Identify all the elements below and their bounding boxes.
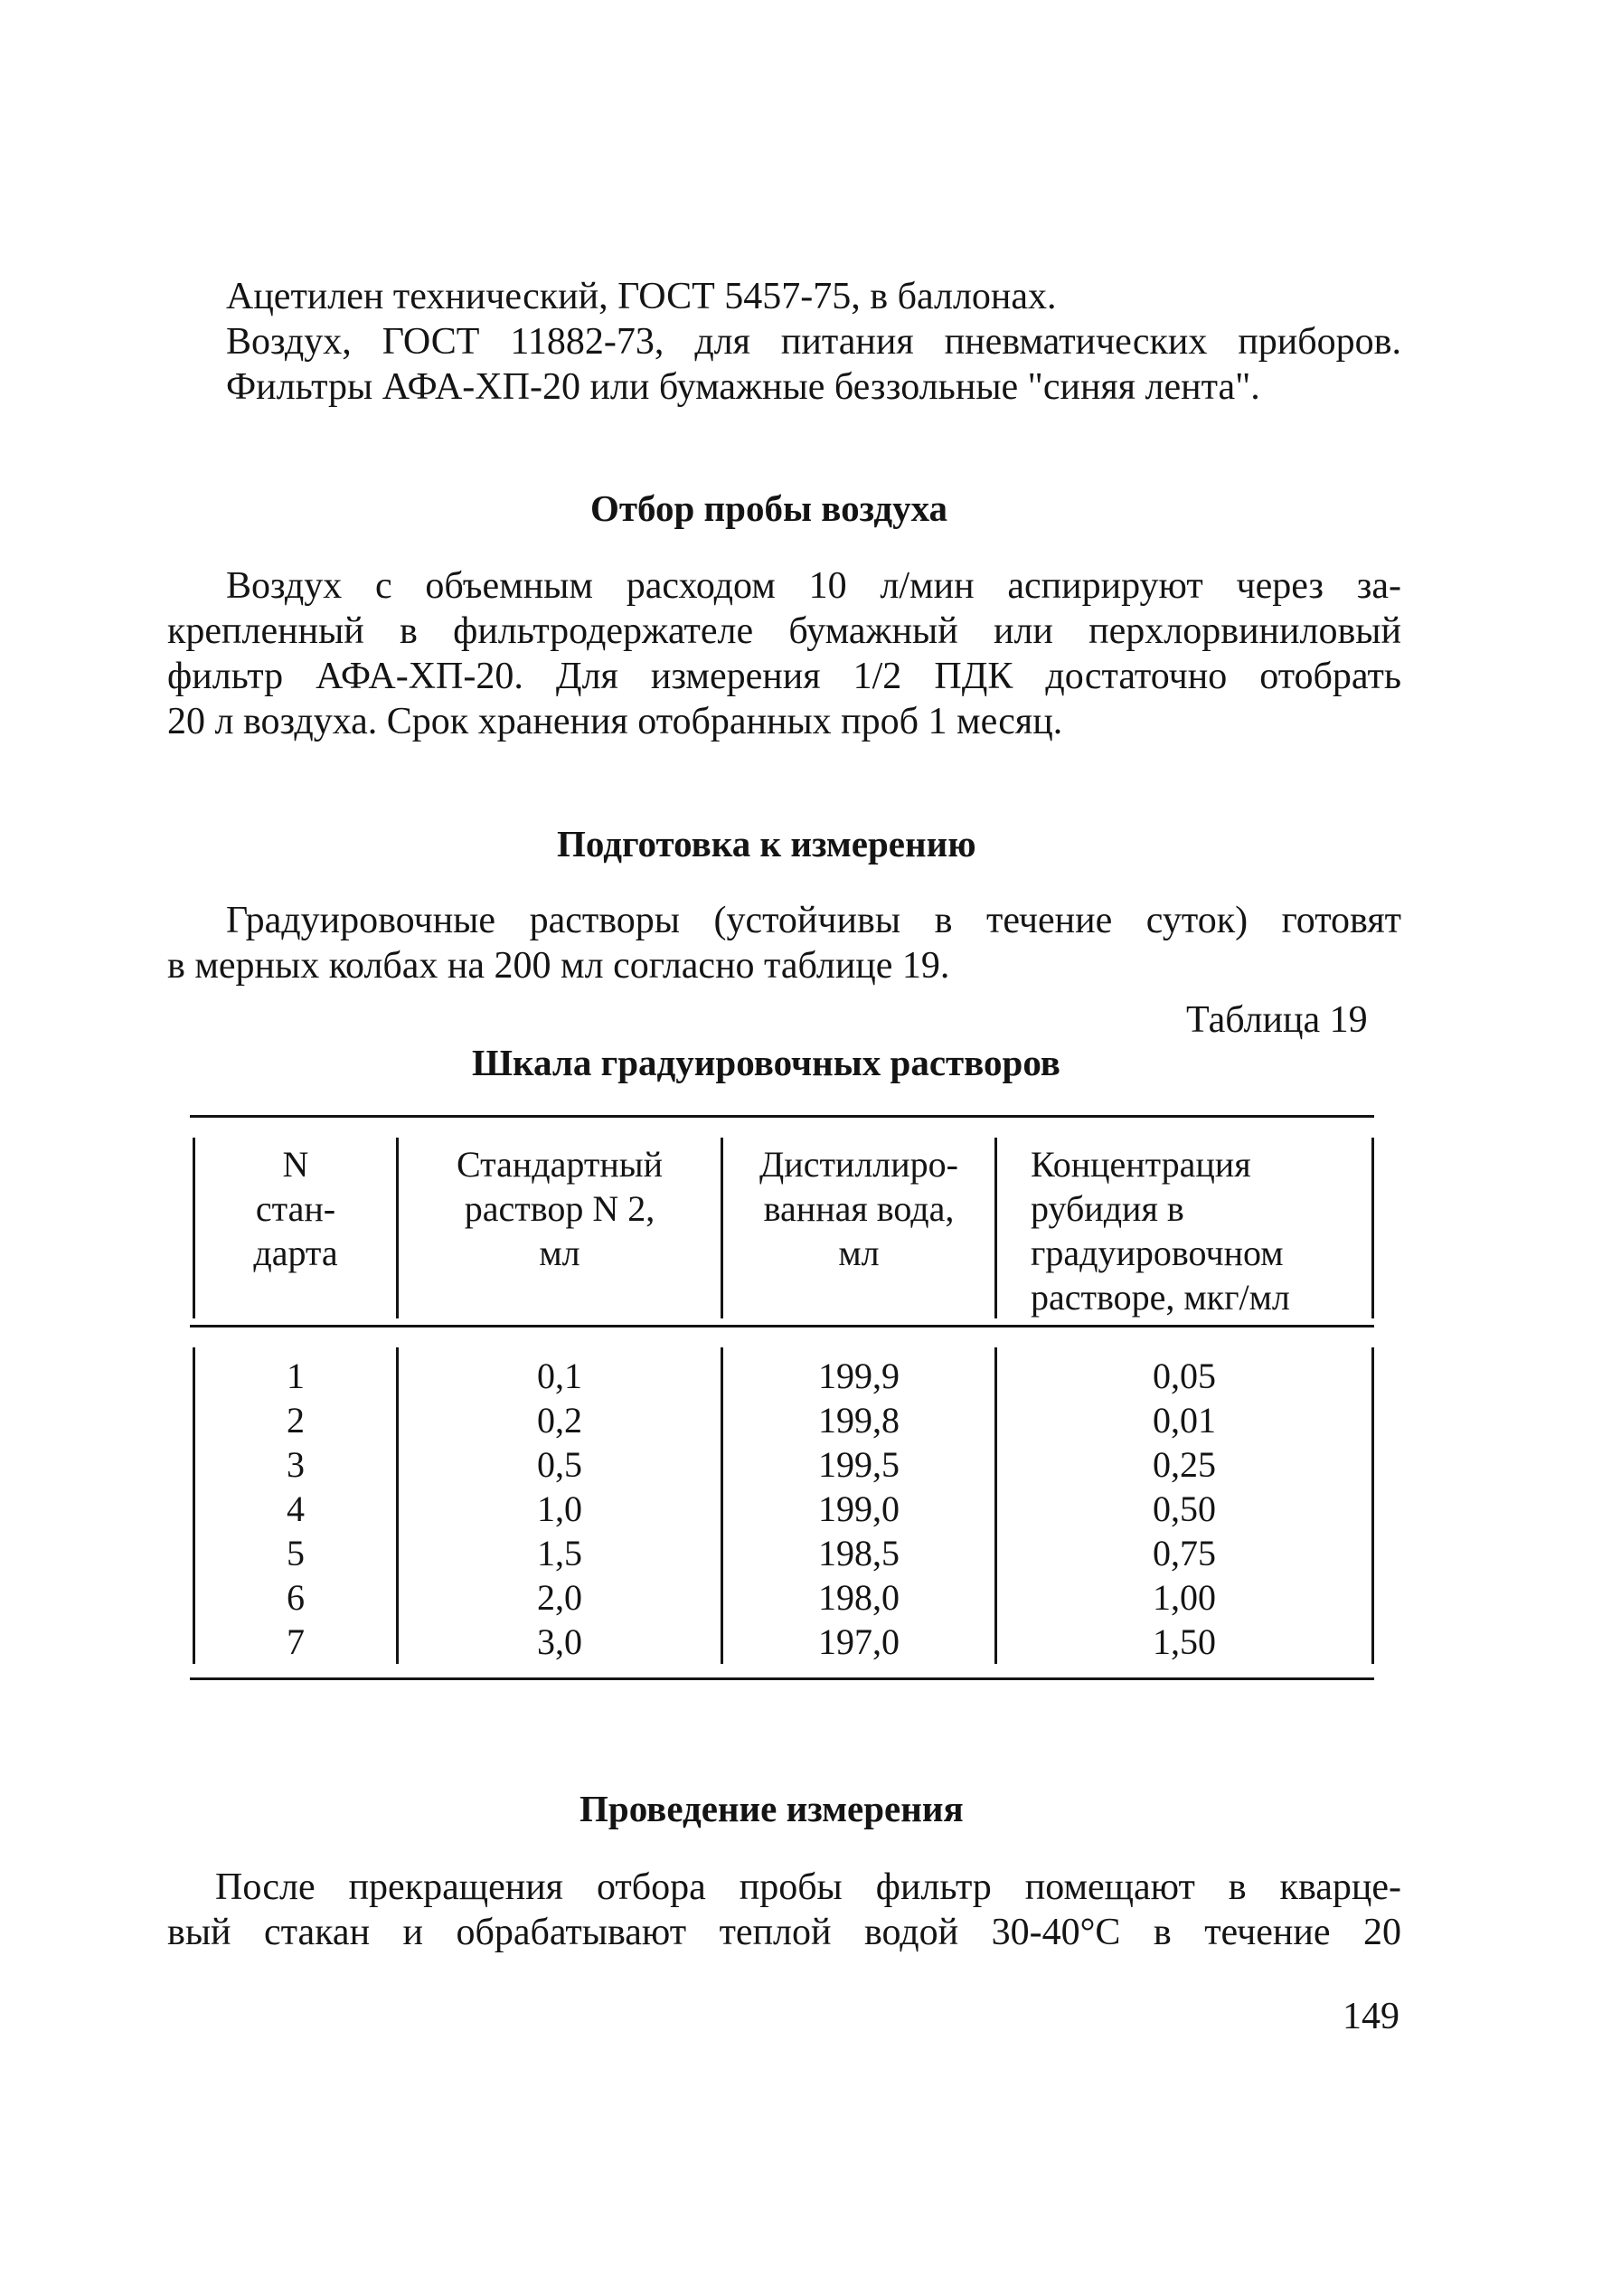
- table-cell-standard-solution: 2,0: [537, 1577, 582, 1618]
- table-top-rule: [190, 1115, 1374, 1118]
- table-cell-concentration: 0,05: [1153, 1356, 1216, 1396]
- table-cell-standard-solution: 0,5: [537, 1444, 582, 1485]
- table-header-text: N: [282, 1144, 309, 1185]
- intro-line-2: Воздух, ГОСТ 11882-73, для питания пневматических приборов.: [226, 321, 1401, 363]
- table-cell-concentration: 0,75: [1153, 1533, 1216, 1573]
- table-cell-concentration: 0,01: [1153, 1400, 1216, 1441]
- table-header-text: мл: [539, 1233, 580, 1273]
- table-cell-standard-number: 5: [287, 1533, 305, 1573]
- preparation-line-2: в мерных колбах на 200 мл согласно таблице 19.: [167, 945, 950, 987]
- table-bottom-rule: [190, 1677, 1374, 1680]
- table-cell-distilled-water: 199,8: [818, 1400, 900, 1441]
- table-header-text: Дистиллиро-: [759, 1144, 958, 1185]
- table-cell-standard-solution: 0,2: [537, 1400, 582, 1441]
- table-title: Шкала градуировочных растворов: [472, 1042, 1060, 1083]
- table-cell-distilled-water: 199,9: [818, 1356, 900, 1396]
- table-cell-concentration: 0,50: [1153, 1488, 1216, 1529]
- heading-preparation: Подготовка к измерению: [557, 823, 976, 865]
- preparation-line-1: Градуировочные растворы (устойчивы в течение суток) готовят: [226, 900, 1401, 941]
- table-cell-standard-number: 2: [287, 1400, 305, 1441]
- table-header-text: раствор N 2,: [464, 1188, 655, 1229]
- table-header-text: ванная вода,: [763, 1188, 955, 1229]
- heading-measurement: Проведение измерения: [580, 1788, 964, 1829]
- table-cell-distilled-water: 199,0: [818, 1488, 900, 1529]
- table-cell-distilled-water: 197,0: [818, 1621, 900, 1662]
- table-cell-standard-number: 6: [287, 1577, 305, 1618]
- table-cell-distilled-water: 199,5: [818, 1444, 900, 1485]
- table-cell-standard-number: 1: [287, 1356, 305, 1396]
- table-cell-standard-solution: 1,0: [537, 1488, 582, 1529]
- air-sampling-line-4: 20 л воздуха. Срок хранения отобранных проб 1 месяц.: [167, 701, 1063, 742]
- table-header-text: мл: [838, 1233, 880, 1273]
- table-cell-standard-solution: 1,5: [537, 1533, 582, 1573]
- intro-line-3: Фильтры АФА-ХП-20 или бумажные беззольные "синяя лента".: [226, 366, 1260, 408]
- table-header-text: рубидия в: [1031, 1188, 1184, 1229]
- table-header-text: дарта: [253, 1233, 338, 1273]
- air-sampling-line-1: Воздух с объемным расходом 10 л/мин аспирируют через за-: [226, 565, 1401, 607]
- measurement-line-1: После прекращения отбора пробы фильтр помещают в кварце-: [215, 1866, 1401, 1908]
- air-sampling-line-3: фильтр АФА-ХП-20. Для измерения 1/2 ПДК достаточно отобрать: [167, 656, 1401, 697]
- page-number: 149: [1343, 1996, 1399, 2037]
- table-label: Таблица 19: [1186, 999, 1368, 1041]
- intro-line-1: Ацетилен технический, ГОСТ 5457-75, в баллонах.: [226, 276, 1057, 317]
- table-cell-standard-solution: 0,1: [537, 1356, 582, 1396]
- table-cell-standard-number: 4: [287, 1488, 305, 1529]
- table-header-text: Стандартный: [456, 1144, 664, 1185]
- table-header-text: градуировочном: [1031, 1233, 1284, 1273]
- table-cell-distilled-water: 198,0: [818, 1577, 900, 1618]
- measurement-line-2: вый стакан и обрабатывают теплой водой 30-40°С в течение 20: [167, 1912, 1401, 1953]
- table-cell-standard-solution: 3,0: [537, 1621, 582, 1662]
- heading-air-sampling: Отбор пробы воздуха: [590, 487, 948, 529]
- table-body-border-right: [1371, 1347, 1374, 1664]
- table-cell-standard-number: 7: [287, 1621, 305, 1662]
- air-sampling-line-2: крепленный в фильтродержателе бумажный или перхлорвиниловый: [167, 610, 1401, 652]
- table-header-border-right: [1371, 1138, 1374, 1318]
- table-header-text: растворе, мкг/мл: [1031, 1277, 1290, 1318]
- table-header-text: стан-: [255, 1188, 336, 1229]
- table-header-text: Концентрация: [1031, 1144, 1251, 1185]
- table-cell-distilled-water: 198,5: [818, 1533, 900, 1573]
- table-header-rule: [190, 1325, 1374, 1328]
- table-cell-standard-number: 3: [287, 1444, 305, 1485]
- table-cell-concentration: 0,25: [1153, 1444, 1216, 1485]
- table-cell-concentration: 1,00: [1153, 1577, 1216, 1618]
- table-header-divider-3: [994, 1138, 997, 1318]
- table-cell-concentration: 1,50: [1153, 1621, 1216, 1662]
